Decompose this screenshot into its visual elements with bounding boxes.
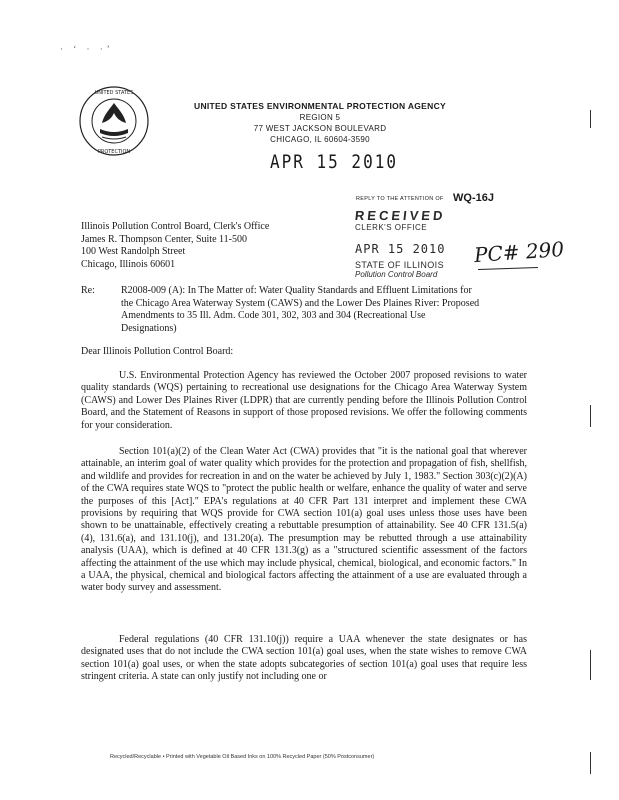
- reply-attention-label: REPLY TO THE ATTENTION OF: [356, 196, 444, 202]
- stamp-date: APR 15 2010: [355, 242, 446, 256]
- received-stamp: [355, 208, 475, 279]
- subject-text: R2008-009 (A): In The Matter of: Water Quality Standards and Effluent Limitations for the Chicago Area Waterway System (CAWS) and the Lower Des Plaines River: Proposed Amendments to 35 Ill. Adm. Code 301, 302, 303 and 304 (Recreational Use Designations): [121, 285, 480, 334]
- epa-seal-icon: [78, 85, 150, 157]
- salutation: Dear Illinois Pollution Control Board:: [81, 346, 234, 357]
- letter-date: APR 15 2010: [270, 150, 398, 173]
- agency-city: CHICAGO, IL 60604-3590: [270, 135, 370, 144]
- handwritten-note: PC# 290: [473, 236, 565, 268]
- recycled-footer: Recycled/Recyclable • Printed with Vegetable Oil Based Inks on 100% Recycled Paper (50% Postconsumer): [110, 754, 375, 760]
- handwritten-underline: [478, 267, 538, 270]
- svg-text:PROTECTION: PROTECTION: [97, 149, 131, 155]
- agency-street: 77 WEST JACKSON BOULEVARD: [253, 124, 387, 133]
- subject-label: Re:: [81, 285, 95, 296]
- stamp-office: CLERK'S OFFICE: [355, 223, 428, 232]
- scan-edge-mark: [590, 405, 591, 427]
- recipient-line: 100 West Randolph Street: [81, 246, 186, 257]
- scan-edge-mark: [590, 650, 591, 680]
- scan-edge-mark: [590, 752, 591, 774]
- recipient-line: Illinois Pollution Control Board, Clerk's Office: [81, 221, 270, 232]
- recipient-address: [81, 221, 269, 271]
- scan-specks: · ‘ · ·’: [60, 44, 114, 54]
- scan-edge-mark: [590, 110, 591, 128]
- body-paragraph: Federal regulations (40 CFR 131.10(j)) require a UAA whenever the state designates or has designated uses that do not include the CWA section 101(a) goal uses, when the state wishes to remove CWA section 101(a) goal uses, or when the state adopts subcategories of section 101(a) goal uses that require less stringent criteria. A state can only justify not including one or: [81, 634, 527, 683]
- body-paragraph: Section 101(a)(2) of the Clean Water Act (CWA) provides that "it is the national goal that wherever attainable, an interim goal of water quality which provides for the protection and propagation of fish, shellfish, and wildlife and provides for recreation in and on the water be achieved by July 1, 1983." Section 303(c)(2)(A) of the CWA requires state WQS to "protect the public health or welfare, enhance the quality of water and serve the purposes of this [Act]." EPA's regulations at 40 CFR Part 131 interpret and implement these CWA provisions by requiring that WQS provide for CWA section 101(a) goal uses unless those uses have been shown to be unattainable, effectively creating a rebuttable presumption of attainability. See 40 CFR 131.5(a)(4), 131.6(a), and 131.10(j), and 131.20(a). The presumption may be rebutted through a use attainability analysis (UAA), which is defined at 40 CFR 131.3(g) as a "structured scientific assessment of the factors affecting the attainment of the use which may include physical, chemical, biological, and economic factors." In a UAA, the physical, chemical and biological factors affecting the attainment of a use are evaluated through a water body survey and assessment.: [81, 446, 527, 594]
- stamp-received: RECEIVED: [354, 208, 447, 223]
- body-paragraph: U.S. Environmental Protection Agency has reviewed the October 2007 proposed revisions to water quality standards (WQS) pertaining to recreational use designations for the Chicago Area Waterway System (CAWS) and Lower Des Plaines River (LDPR) that are currently pending before the Illinois Pollution Control Board, and the Statement of Reasons in support of those proposed revisions. We offer the following comments for your consideration.: [81, 370, 527, 431]
- svg-text:UNITED STATES: UNITED STATES: [94, 90, 134, 96]
- recipient-line: James R. Thompson Center, Suite 11-500: [81, 233, 247, 245]
- agency-region: REGION 5: [299, 113, 341, 122]
- stamp-board: Pollution Control Board: [355, 270, 438, 279]
- reply-code: WQ-16J: [453, 192, 494, 204]
- stamp-state: STATE OF ILLINOIS: [355, 260, 444, 270]
- agency-name: UNITED STATES ENVIRONMENTAL PROTECTION AGENCY: [194, 101, 446, 111]
- recipient-line: Chicago, Illinois 60601: [81, 258, 176, 270]
- letterhead: [150, 101, 490, 145]
